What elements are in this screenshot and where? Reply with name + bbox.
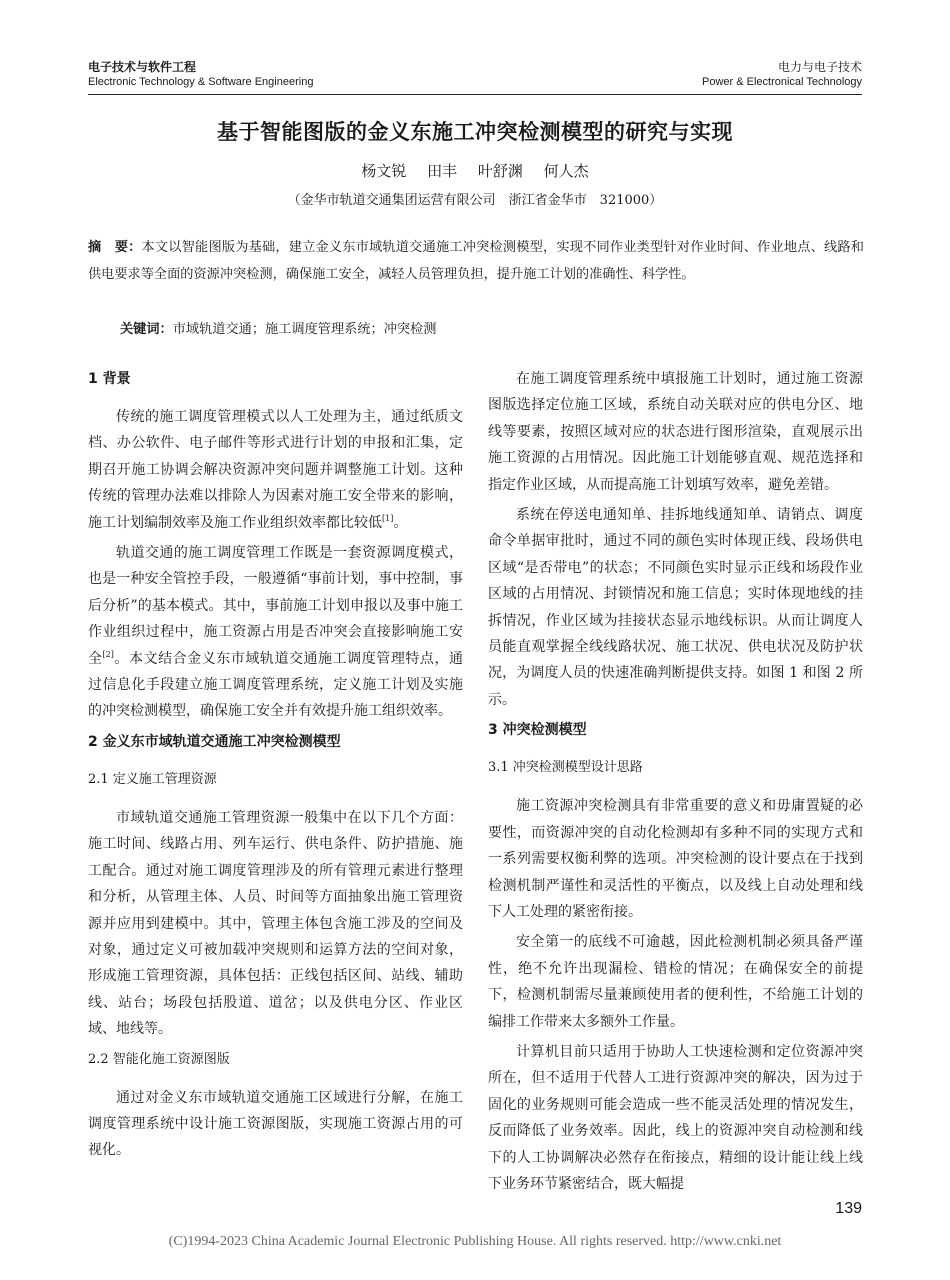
paragraph: 施工资源冲突检测具有非常重要的意义和毋庸置疑的必要性，而资源冲突的自动化检测却有多种不同的实现方式和一系列需要权衡利弊的选项。冲突检测的设计要点在于找到检测机制严谨性和灵活性的平衡点，以及线上自动处理和线下人工处理的紧密衔接。 [488,798,863,920]
header-journal [88,60,313,89]
paper-title: 基于智能图版的金义东施工冲突检测模型的研究与实现 [217,120,733,144]
section-heading-2: 2 金义东市域轨道交通施工冲突检测模型 [88,733,341,750]
paragraph: 安全第一的底线不可逾越，因此检测机制必须具备严谨性，绝不允许出现漏检、错检的情况；在确保安全的前提下，检测机制需尽量兼顾使用者的便利性，不给施工计划的编排工作带来太多额外工作量。 [488,934,863,1030]
left-column [88,366,463,1168]
section-name-en: Power & Electronical Technology [702,76,862,88]
subsection-heading-2-1: 2.1 定义施工管理资源 [88,771,217,787]
keywords-label: 关键词： [120,322,173,337]
copyright-footer: (C)1994-2023 China Academic Journal Electronic Publishing House. All rights reserved. http://www.cnki.net [168,1234,782,1249]
paragraph: 计算机目前只适用于协助人工快速检测和定位资源冲突所在，但不适用于代替人工进行资源冲突的解决，因为过于固化的业务规则可能会造成一些不能灵活处理的情况发生，反而降低了业务效率。因此，线上的资源冲突自动检测和线下的人工协调解决必然存在衔接点，精细的设计能让线上线下业务环节紧密结合，既大幅提 [488,1043,863,1192]
paragraph: 市域轨道交通施工管理资源一般集中在以下几个方面：施工时间、线路占用、列车运行、供电条件、防护措施、施工配合。通过对施工调度管理涉及的所有管理元素进行整理和分析，从管理主体、人员、时间等方面抽象出施工管理资源并应用到建模中。其中，管理主体包含施工涉及的空间及对象，通过定义可被加载冲突规则和运算方法的空间对象，形成施工管理资源，具体包括：正线包括区间、站线、辅助线、站台；场段包括股道、道岔；以及供电分区、作业区域、地线等。 [88,809,463,1038]
affiliation: （金华市轨道交通集团运营有限公司 浙江省金华市 321000） [287,193,663,208]
subsection-heading-2-2: 2.2 智能化施工资源图版 [88,1051,230,1067]
paragraph: 系统在停送电通知单、挂拆地线通知单、请销点、调度命令单据审批时，通过不同的颜色实时体现正线、段场供电区域“是否带电”的状态；不同颜色实时显示正线和场段作业区域的占用情况、封锁情况和施工信息；实时体现地线的挂拆情况，作业区域为挂接状态显示地线标识。从而让调度人员能直观掌握全线线路状况、施工状况、供电状况及防护状况，为调度人员的快速准确判断提供支持。如图 1 和图 2 所示。 [488,507,863,708]
right-column [488,366,863,1201]
authors: 杨文锐 田丰 叶舒渊 何人杰 [361,162,589,180]
header-rule [88,94,862,95]
header-section [702,60,862,89]
abstract-text: 本文以智能图版为基础，建立金义东市域轨道交通施工冲突检测模型，实现不同作业类型针对作业时间、作业地点、线路和供电要求等全面的资源冲突检测，确保施工安全，减轻人员管理负担，提升施工计划的准确性、科学性。 [88,240,864,282]
running-header [88,60,862,92]
keywords-text: 市域轨道交通；施工调度管理系统；冲突检测 [172,322,437,337]
section-name-cn: 电力与电子技术 [777,60,862,74]
subsection-heading-3-1: 3.1 冲突检测模型设计思路 [488,760,643,776]
paragraph: 通过对金义东市域轨道交通施工区域进行分解，在施工调度管理系统中设计施工资源图版，实现施工资源占用的可视化。 [88,1089,463,1159]
citation-ref[interactable]: [2] [102,649,114,659]
paragraph: 轨道交通的施工调度管理工作既是一套资源调度模式，也是一种安全管控手段，一般遵循“事前计划，事中控制，事后分析”的基本模式。其中，事前施工计划申报以及事中施工作业组织过程中，施工资源占用是否冲突会直接影响施工安全[2]。本文结合金义东市域轨道交通施工调度管理特点，通过信息化手段建立施工调度管理系统，定义施工计划及实施的冲突检测模型，确保施工安全并有效提升施工组织效率。 [88,545,463,720]
paragraph: 在施工调度管理系统中填报施工计划时，通过施工资源图版选择定位施工区域，系统自动关联对应的供电分区、地线等要素，按照区域对应的状态进行图形渲染，直观展示出施工资源的占用情况。因此施工计划能够直观、规范选择和指定作业区域，从而提高施工计划填写效率，避免差错。 [488,371,863,493]
abstract [88,234,864,288]
page-number: 139 [835,1200,862,1217]
abstract-label: 摘 要： [88,240,142,255]
paragraph: 传统的施工调度管理模式以人工处理为主，通过纸质文档、办公软件、电子邮件等形式进行计划的申报和汇集，定期召开施工协调会解决资源冲突问题并调整施工计划。这种传统的管理办法难以排除人为因素对施工安全带来的影响，施工计划编制效率及施工作业组织效率都比较低[1]。 [88,409,463,531]
journal-name-cn: 电子技术与软件工程 [88,60,197,74]
section-heading-1: 1 背景 [88,371,131,387]
keywords [120,318,864,342]
section-heading-3: 3 冲突检测模型 [488,722,587,739]
journal-name-en: Electronic Technology & Software Engineering [88,76,314,88]
citation-ref[interactable]: [1] [382,513,394,523]
